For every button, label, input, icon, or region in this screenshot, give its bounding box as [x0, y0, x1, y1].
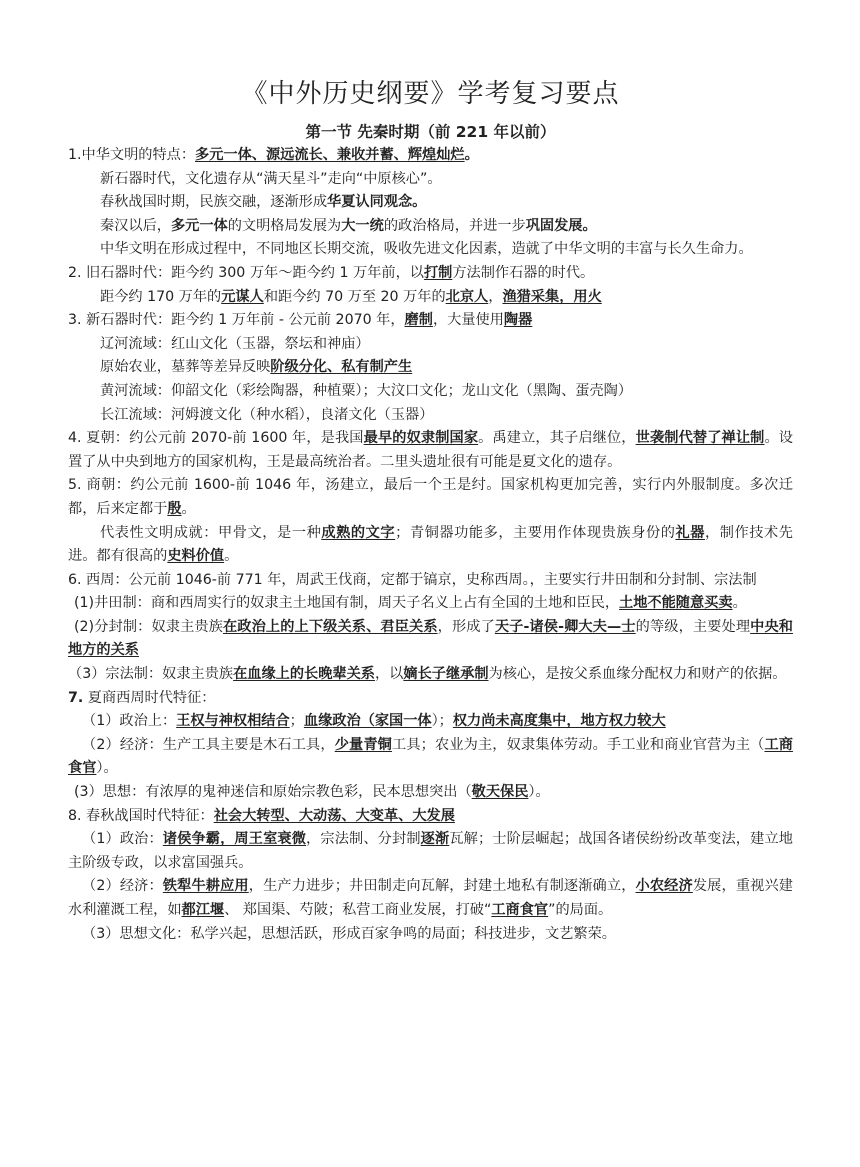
section-heading: 第一节 先秦时期（前 221 年以前） [305, 123, 556, 141]
text-run: ；青铜器功能多，主要用作体现贵族身份的 [395, 524, 676, 541]
text-run: 都江堰 [181, 902, 225, 918]
point-2 [68, 262, 793, 286]
text-run: 成熟的文字 [321, 524, 396, 541]
text-run: 王权与神权相结合 [176, 713, 290, 730]
text-run: （2）经济： [82, 878, 163, 895]
text-run: 天子-诸侯-卿大夫—士 [494, 618, 636, 635]
text-run: 和距今约 70 万至 20 万年的 [263, 288, 446, 305]
text-run: 史料价值 [167, 548, 225, 565]
text-run: 打制 [423, 264, 453, 281]
text-run: 陶器 [503, 312, 533, 329]
text-run: 2. 旧石器时代：距今约 300 万年～距今约 1 万年前，以 [68, 264, 424, 281]
text-run: ，宗法制、分封制 [306, 831, 421, 848]
point-1-neolithic: 新石器时代，文化遗存从“满天星斗”走向“中原核心”。 [100, 170, 442, 187]
text-run: 逐渐 [420, 831, 450, 848]
text-run: 工具；农业为主，奴隶集体劳动。手工业和商业官营为主（ [392, 736, 765, 753]
point-1 [68, 144, 793, 168]
text-run: 巩固发展 [525, 217, 583, 234]
text-run: 代表性文明成就：甲骨文，是一种 [100, 524, 322, 541]
text-run: 华夏认同观念 [327, 194, 413, 211]
point-1-qin-han [68, 215, 793, 239]
text-run: 的文明格局发展为 [227, 217, 342, 234]
text-run: 多元一体、源远流长、兼收并蓄、辉煌灿烂 [195, 147, 465, 163]
text-run: (1)井田制：商和西周实行的奴隶主土地国有制，周天子名义上占有全国的土地和臣民， [74, 595, 620, 612]
text-run: 嫡长子继承制 [403, 666, 489, 683]
text-run: 铁犁牛耕应用 [162, 878, 249, 895]
text-run: 3. 新石器时代：距今约 1 万年前 - 公元前 2070 年， [68, 312, 405, 329]
point-3-agriculture [68, 356, 793, 380]
point-8 [68, 805, 793, 829]
point-3 [68, 309, 793, 333]
text-run: 在血缘上的长晚辈关系 [233, 666, 375, 683]
text-run: 小农经济 [635, 878, 693, 895]
text-run: 、 郑国渠、芍陂；私营工商业发展，打破“ [224, 902, 492, 918]
text-run: 血缘政治（家国一体 [303, 713, 432, 730]
text-run: ，形成了 [437, 618, 495, 635]
text-run: 夏商西周时代特征： [83, 689, 216, 706]
text-run: ； [289, 713, 304, 730]
text-run: 在政治上的上下级关系、君臣关系 [223, 618, 438, 635]
text-run: 春秋战国时期，民族交融，逐渐形成 [100, 194, 328, 211]
text-run: ，大量使用 [432, 312, 504, 329]
text-run: 。设置了从中央到地方的国家机构，王是最高统治者。二里头遗址很有可能是夏文化的遗存。 [68, 430, 793, 470]
text-run: ”的局面。 [548, 902, 613, 918]
text-run: 礼器 [675, 524, 705, 541]
text-run: ，生产力进步；井田制走向瓦解，封建土地私有制逐渐确立， [248, 878, 636, 895]
point-2-humans [68, 286, 793, 310]
text-run: ）。 [528, 784, 550, 801]
text-run: (2)分封制：奴隶主贵族 [74, 618, 223, 635]
text-run: 权力尚未高度集中，地方权力较大 [452, 713, 666, 730]
text-run: 瓦解；士阶层崛起；战国各诸侯纷纷改革变法，建立地主阶级专政，以求富国强兵。 [68, 831, 793, 871]
text-run: 为核心，是按父系血缘分配权力和财产的依据。 [488, 666, 787, 683]
text-run: 5. 商朝：约公元前 1600-前 1046 年，汤建立，最后一个王是纣。国家机构更加完善，实行内外服制度。多次迁都，后来定都于 [68, 477, 793, 517]
text-run: 世袭制代替了禅让制 [635, 430, 765, 447]
text-run: 。 [732, 595, 747, 612]
point-8-politics [68, 828, 793, 875]
text-run: 的政治格局，并进一步 [383, 217, 526, 234]
text-run: 。 [181, 500, 196, 517]
point-8-culture: （3）思想文化：私学兴起，思想活跃，形成百家争鸣的局面；科技进步，文艺繁荣。 [82, 925, 616, 942]
text-run: 。禹建立，其子启继位， [478, 430, 636, 447]
text-run: 。 [224, 548, 239, 565]
point-7-economy [68, 734, 793, 781]
text-run: 4. 夏朝：约公元前 2070-前 1600 年，是我国 [68, 430, 364, 447]
text-run: 。 [582, 217, 597, 234]
text-run: ，以 [374, 666, 404, 683]
text-run: 。 [464, 147, 479, 163]
text-run: (3）思想：有浓厚的鬼神迷信和原始宗教色彩，民本思想突出（ [74, 784, 472, 801]
point-1-spring-autumn [68, 191, 793, 215]
point-6-well-field [68, 592, 793, 616]
text-run: 大一统 [341, 217, 384, 234]
text-run: （2）经济：生产工具主要是木石工具， [82, 736, 335, 753]
text-run: 土地不能随意买卖 [619, 595, 733, 612]
point-3-yangtze: 长江流域：河姆渡文化（种水稻），良渚文化（玉器） [100, 406, 434, 423]
text-run: 少量青铜 [334, 736, 393, 753]
point-5 [68, 474, 793, 521]
text-run: 秦汉以后， [100, 217, 171, 234]
text-run: 方法制作石器的时代。 [452, 264, 595, 281]
text-run: 敬天保民 [471, 784, 529, 801]
point-3-liao: 辽河流域：红山文化（玉器，祭坛和神庙） [100, 335, 370, 352]
text-run: （1）政治： [82, 831, 163, 848]
point-7-politics [68, 710, 793, 734]
point-6-enfeoffment [68, 616, 793, 663]
text-run: 工商食官 [68, 736, 793, 777]
point-6: 6. 西周：公元前 1046-前 771 年，周武王伐商，定都于镐京，史称西周。，主要实行井田制和分封制、宗法制 [68, 571, 757, 588]
text-run: 磨制 [404, 312, 433, 329]
text-run: 距今约 170 万年的 [100, 288, 222, 305]
text-run: 7. [68, 689, 84, 706]
point-7 [68, 687, 793, 711]
document-title: 《中外历史纲要》学考复习要点 [241, 79, 620, 109]
text-run: ，制作技术先进。都有很高的 [68, 524, 793, 565]
text-run: 的等级，主要处理 [635, 618, 751, 635]
text-run: 殷 [167, 500, 182, 517]
point-1-summary: 中华文明在形成过程中，不同地区长期交流，吸收先进文化因素，造就了中华文明的丰富与长久生命力。 [100, 241, 753, 258]
text-run: 中央和地方的关系 [68, 618, 793, 659]
text-run: （3）宗法制：奴隶主贵族 [68, 666, 234, 683]
text-run: 北京人 [445, 288, 489, 305]
document-page [68, 0, 793, 946]
text-run: （1）政治上： [82, 713, 177, 730]
text-run: 。 [412, 194, 427, 211]
point-5-achievements [68, 522, 793, 569]
text-run: 社会大转型、大动荡、大变革、大发展 [213, 807, 455, 824]
point-4 [68, 427, 793, 474]
text-run: 工商食官 [491, 902, 549, 918]
text-run: 诸侯争霸，周王室衰微 [162, 831, 307, 848]
text-run: ， [488, 288, 503, 305]
text-run: 元谋人 [221, 288, 264, 305]
text-run: 原始农业，墓葬等差异反映 [100, 359, 271, 376]
point-8-economy [68, 875, 793, 922]
point-7-thought [68, 781, 793, 805]
text-run: 多元一体 [170, 217, 228, 234]
text-run: 阶级分化、私有制产生 [270, 359, 413, 376]
text-run: 渔猎采集，用火 [502, 288, 602, 305]
point-6-patriarchal [68, 663, 793, 687]
text-run: ）。 [96, 760, 118, 777]
text-run: 最早的奴隶制国家 [363, 430, 479, 447]
text-run: 8. 春秋战国时代特征： [68, 807, 214, 824]
text-run: 1.中华文明的特点： [68, 147, 196, 163]
text-run: ）； [431, 713, 453, 730]
point-3-yellow-river: 黄河流域：仰韶文化（彩绘陶器，种植粟）；大汶口文化；龙山文化（黑陶、蛋壳陶） [100, 382, 633, 399]
text-run: 发展，重视兴建水利灌溉工程，如 [68, 878, 793, 918]
